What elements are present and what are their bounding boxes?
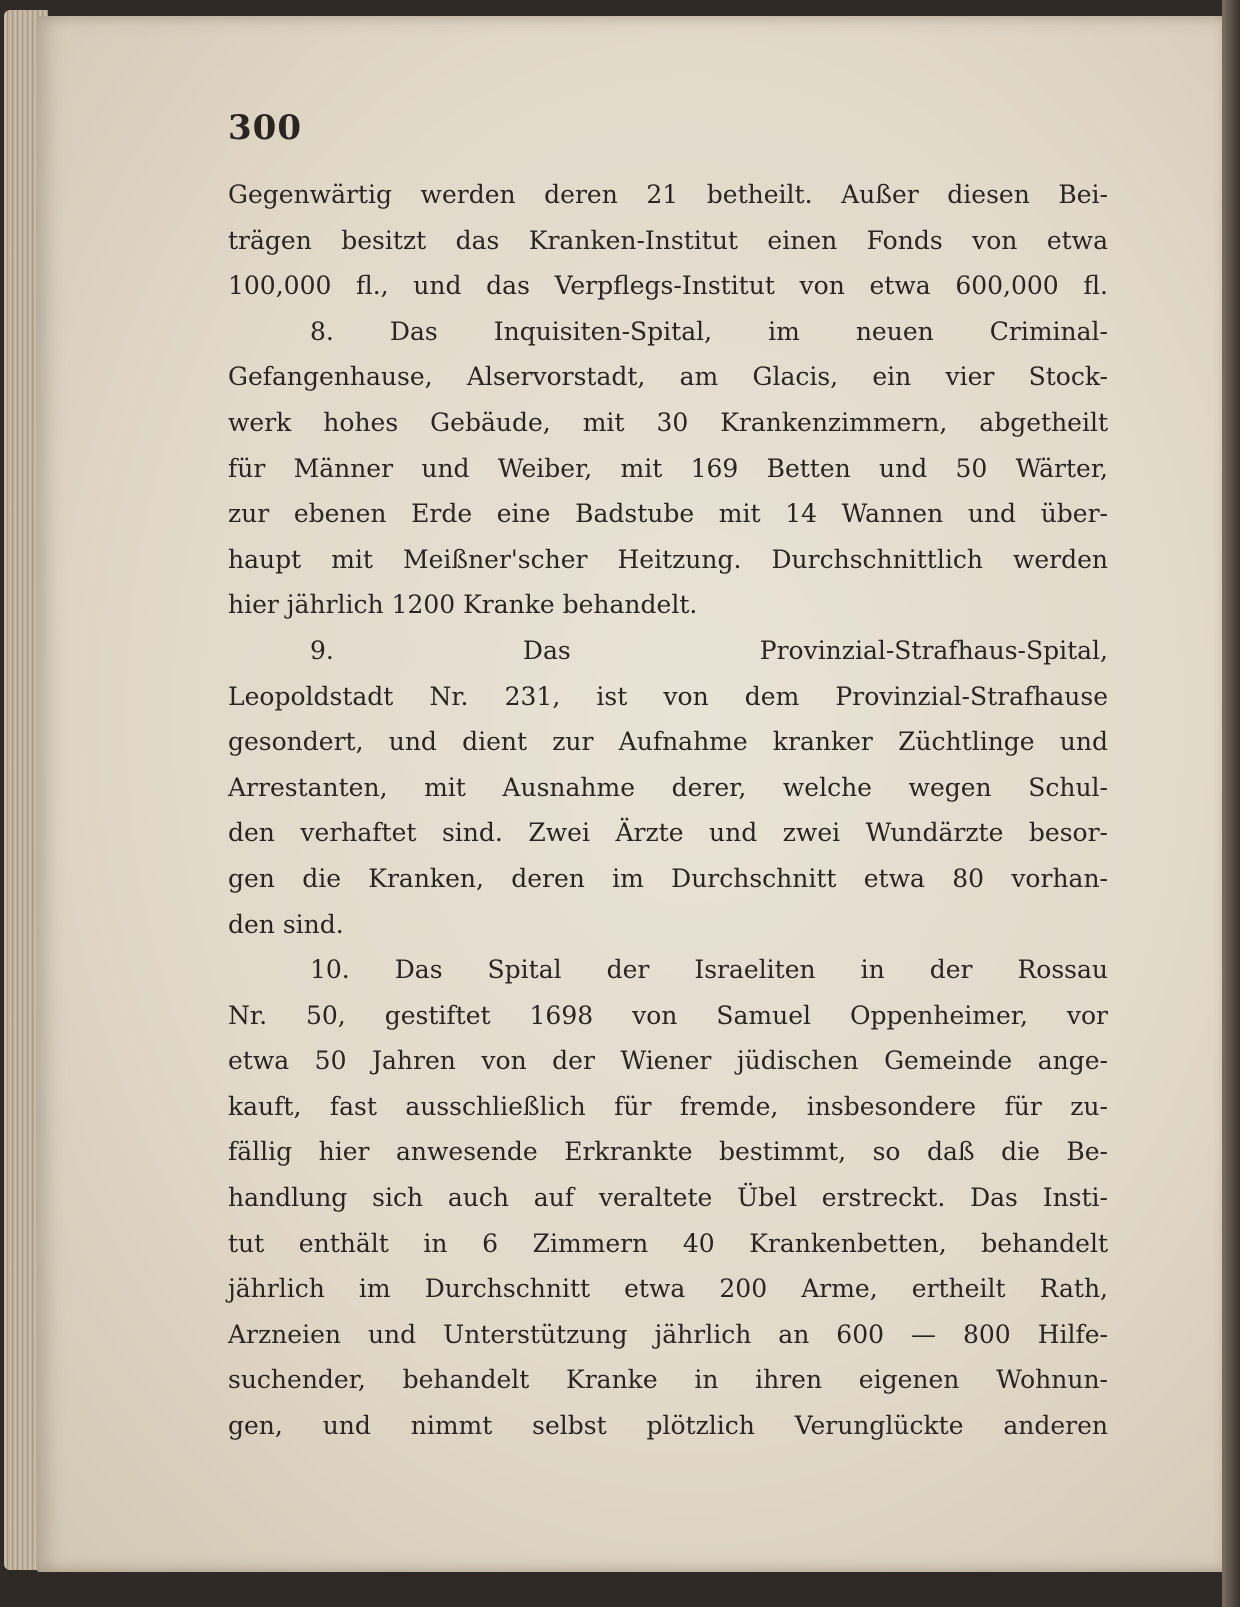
text-line: handlung sich auch auf veraltete Übel erstreckt. Das Insti-	[228, 1183, 1108, 1213]
text-line: gesondert, und dient zur Aufnahme kranker Züchtlinge und	[228, 727, 1108, 757]
text-line: kauft, fast ausschließlich für fremde, insbesondere für zu-	[228, 1091, 1108, 1121]
text-line: Arzneien und Unterstützung jährlich an 600 — 800 Hilfe-	[228, 1319, 1108, 1349]
text-line: Gefangenhause, Alservorstadt, am Glacis, ein vier Stock-	[228, 362, 1108, 392]
text-line: Arrestanten, mit Ausnahme derer, welche wegen Schul-	[228, 772, 1108, 802]
section-heading-10: 10. Das Spital der Israeliten in der Rossau	[310, 955, 1108, 985]
text-line: gen die Kranken, deren im Durchschnitt etwa 80 vorhan-	[228, 863, 1108, 893]
text-line: suchender, behandelt Kranke in ihren eigenen Wohnun-	[228, 1365, 1108, 1395]
text-line: jährlich im Durchschnitt etwa 200 Arme, ertheilt Rath,	[228, 1274, 1108, 1304]
text-line: haupt mit Meißner'scher Heitzung. Durchschnittlich werden	[228, 544, 1108, 574]
text-line: Gegenwärtig werden deren 21 betheilt. Außer diesen Bei-	[228, 180, 1108, 209]
text-line: trägen besitzt das Kranken-Institut einen Fonds von etwa	[228, 225, 1108, 255]
section-heading-8: 8. Das Inquisiten-Spital, im neuen Criminal-	[310, 316, 1108, 346]
text-line: Leopoldstadt Nr. 231, ist von dem Provinzial-Strafhause	[228, 681, 1108, 711]
text-line: zur ebenen Erde eine Badstube mit 14 Wannen und über-	[228, 499, 1108, 529]
text-line: für Männer und Weiber, mit 169 Betten und 50 Wärter,	[228, 453, 1108, 483]
body-text	[228, 172, 1108, 1449]
text-line: fällig hier anwesende Erkrankte bestimmt, so daß die Be-	[228, 1137, 1108, 1167]
text-line: Nr. 50, gestiftet 1698 von Samuel Oppenheimer, vor	[228, 1000, 1108, 1030]
text-line: etwa 50 Jahren von der Wiener jüdischen Gemeinde ange-	[228, 1046, 1108, 1076]
text-line: tut enthält in 6 Zimmern 40 Krankenbetten, behandelt	[228, 1228, 1108, 1258]
text-line: den verhaftet sind. Zwei Ärzte und zwei Wundärzte besor-	[228, 818, 1108, 848]
text-line: gen, und nimmt selbst plötzlich Verunglückte anderen	[228, 1411, 1108, 1441]
text-line: hier jährlich 1200 Kranke behandelt.	[228, 590, 698, 620]
text-line: 100,000 fl., und das Verpflegs-Institut von etwa 600,000 fl.	[228, 271, 1108, 301]
text-line: den sind.	[228, 909, 344, 939]
book-spine-edge	[1222, 0, 1240, 1607]
page-number: 300	[228, 108, 302, 148]
section-heading-9: 9. Das Provinzial-Strafhaus-Spital,	[310, 635, 1108, 665]
text-line: werk hohes Gebäude, mit 30 Krankenzimmern, abgetheilt	[228, 407, 1108, 437]
